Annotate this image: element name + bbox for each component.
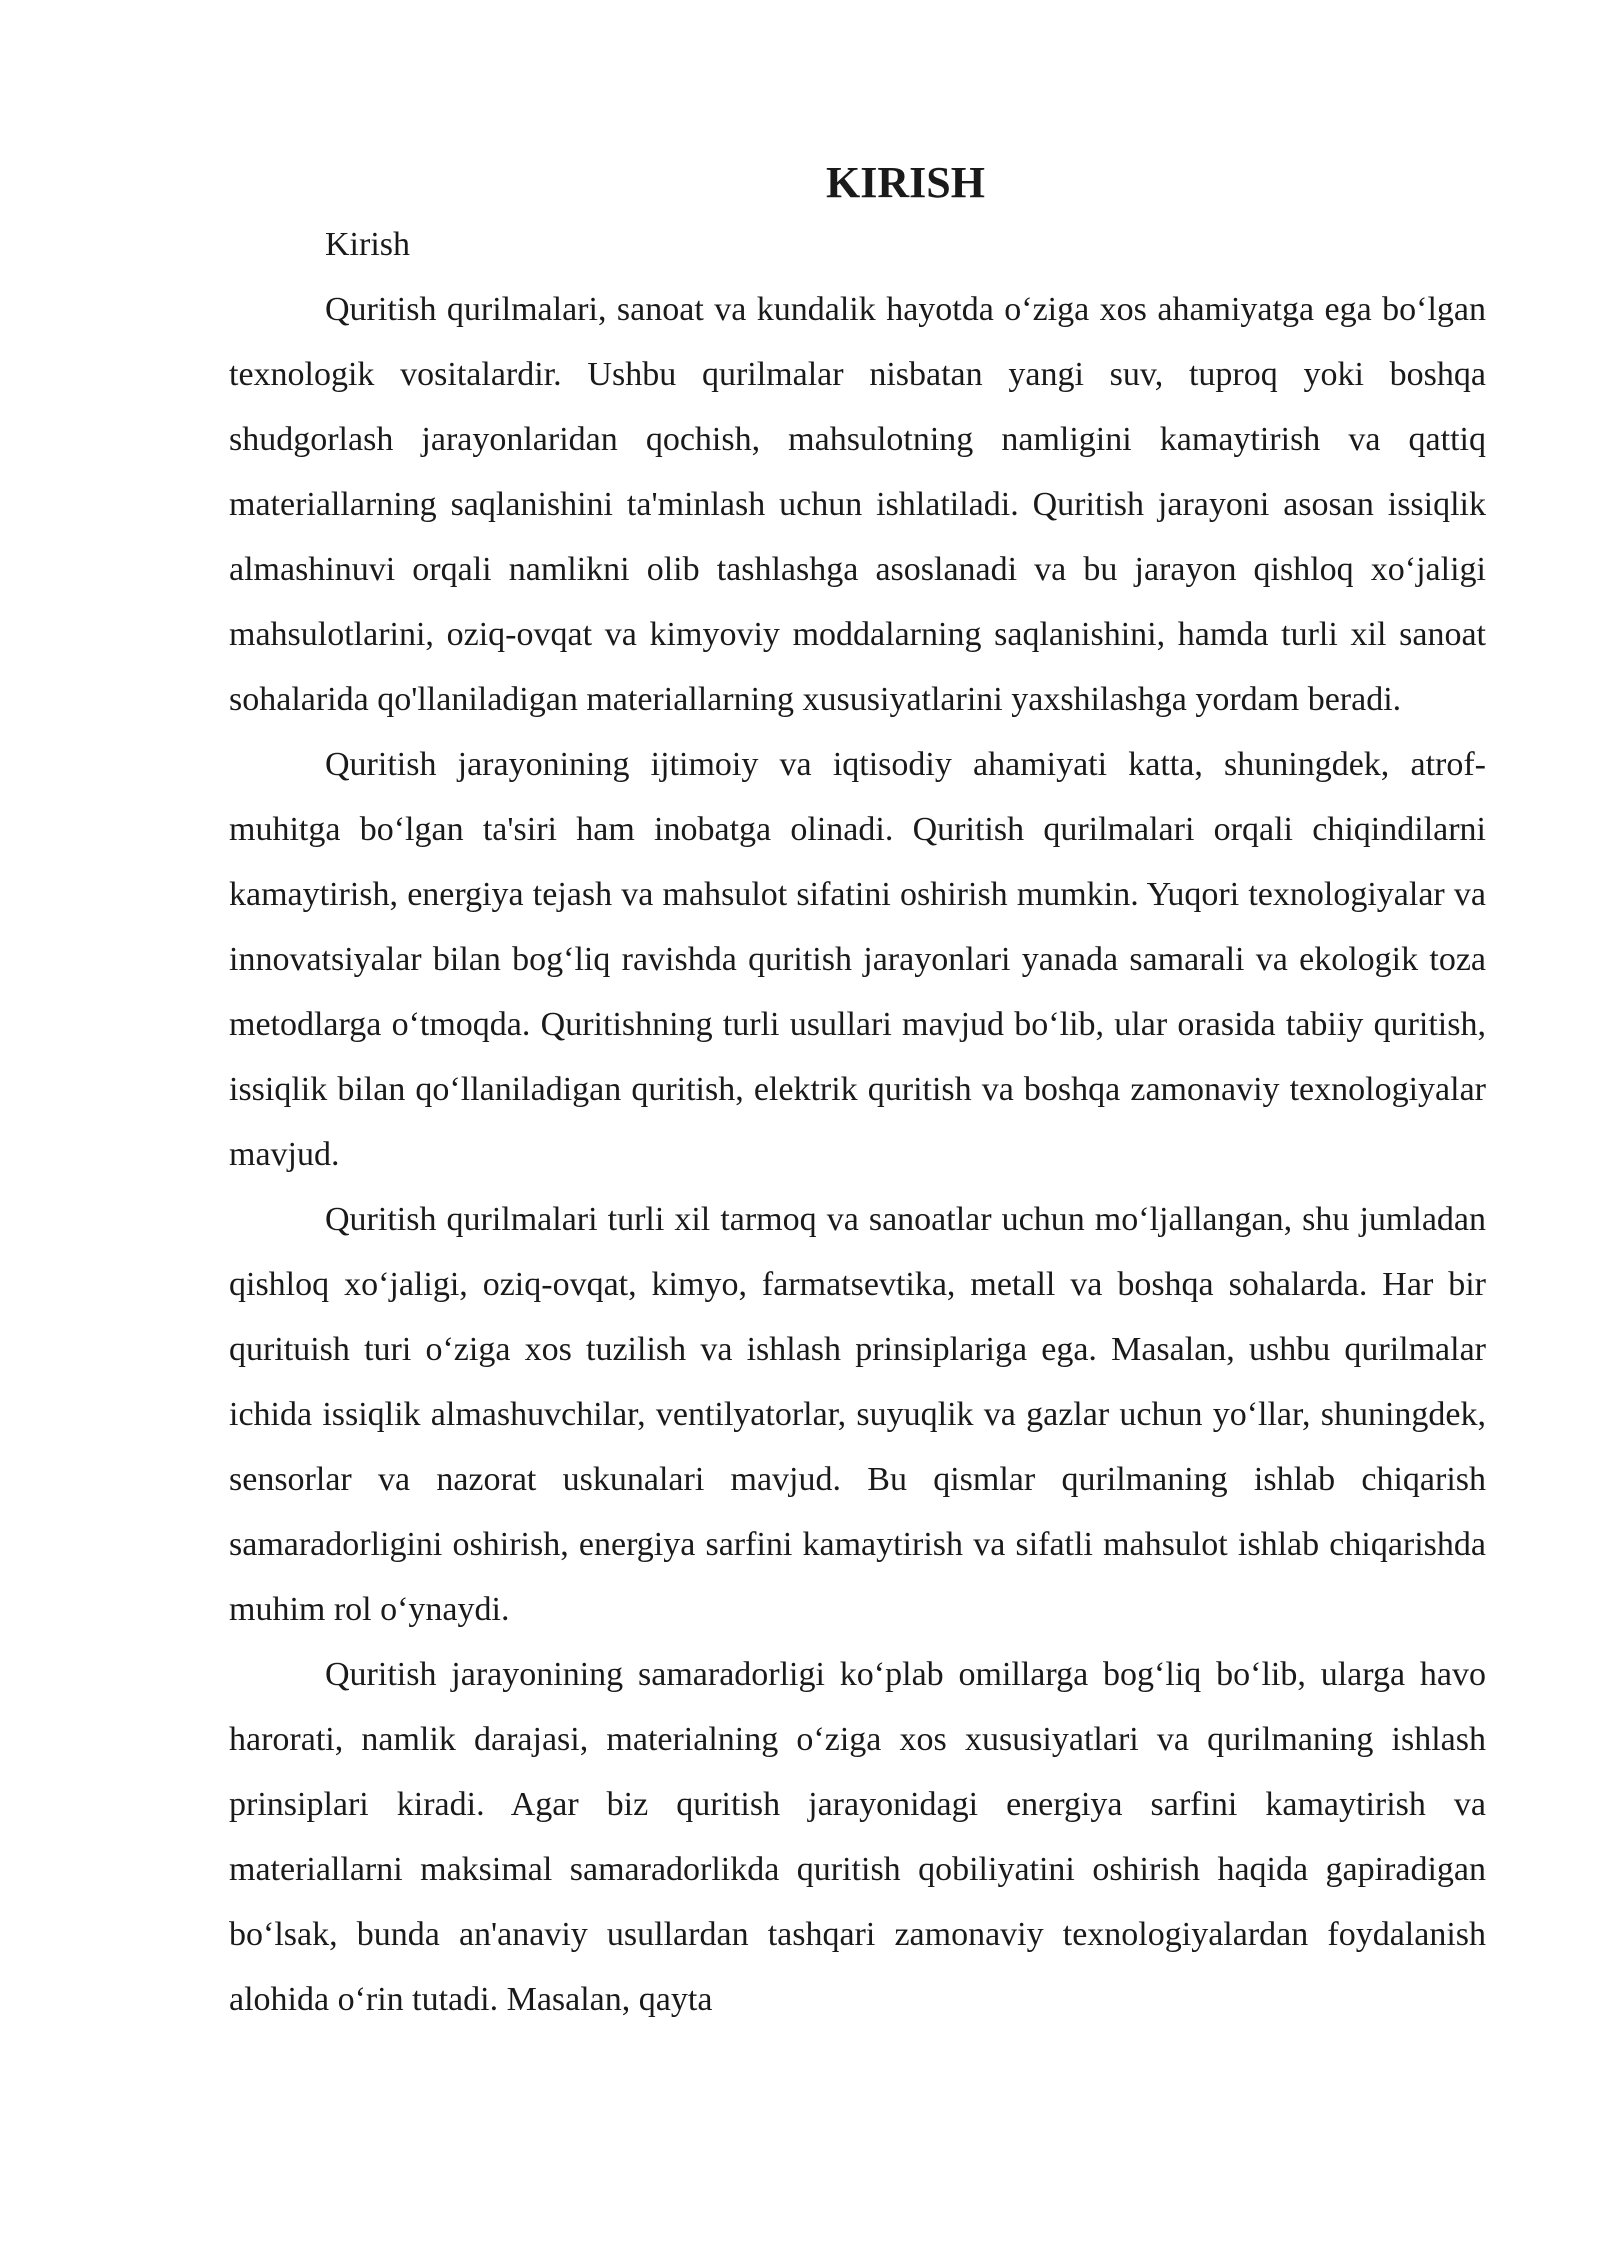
document-body xyxy=(229,150,1486,2032)
section-subtitle: Kirish xyxy=(325,226,410,263)
paragraph-2: Quritish jarayonining ijtimoiy va iqtisodiy ahamiyati katta, shuningdek, atrof-muhitga bo‘lgan ta'siri ham inobatga olinadi. Quritish qurilmalari orqali chiqindilarni kamaytirish, energiya tejash va mahsulot sifatini oshirish mumkin. Yuqori texnologiyalar va innovatsiyalar bilan bog‘liq ravishda quritish jarayonlari yanada samarali va ekologik toza metodlarga o‘tmoqda. Quritishning turli usullari mavjud bo‘lib, ular orasida tabiiy quritish, issiqlik bilan qo‘llaniladigan quritish, elektrik quritish va boshqa zamonaviy texnologiyalar mavjud. xyxy=(229,746,1486,1173)
paragraph-3: Quritish qurilmalari turli xil tarmoq va sanoatlar uchun mo‘ljallangan, shu jumladan qishloq xo‘jaligi, oziq-ovqat, kimyo, farmatsevtika, metall va boshqa sohalarda. Har bir qurituish turi o‘ziga xos tuzilish va ishlash prinsiplariga ega. Masalan, ushbu qurilmalar ichida issiqlik almashuvchilar, ventilyatorlar, suyuqlik va gazlar uchun yo‘llar, shuningdek, sensorlar va nazorat uskunalari mavjud. Bu qismlar qurilmaning ishlab chiqarish samaradorligini oshirish, energiya sarfini kamaytirish va sifatli mahsulot ishlab chiqarishda muhim rol o‘ynaydi. xyxy=(229,1201,1486,1628)
paragraph-1: Quritish qurilmalari, sanoat va kundalik hayotda o‘ziga xos ahamiyatga ega bo‘lgan texnologik vositalardir. Ushbu qurilmalar nisbatan yangi suv, tuproq yoki boshqa shudgorlash jarayonlaridan qochish, mahsulotning namligini kamaytirish va qattiq materiallarning saqlanishini ta'minlash uchun ishlatiladi. Quritish jarayoni asosan issiqlik almashinuvi orqali namlikni olib tashlashga asoslanadi va bu jarayon qishloq xo‘jaligi mahsulotlarini, oziq-ovqat va kimyoviy moddalarning saqlanishini, hamda turli xil sanoat sohalarida qo'llaniladigan materiallarning xususiyatlarini yaxshilashga yordam beradi. xyxy=(229,291,1486,718)
page-title: KIRISH xyxy=(826,158,985,207)
paragraph-4: Quritish jarayonining samaradorligi ko‘plab omillarga bog‘liq bo‘lib, ularga havo harorati, namlik darajasi, materialning o‘ziga xos xususiyatlari va qurilmaning ishlash prinsiplari kiradi. Agar biz quritish jarayonidagi energiya sarfini kamaytirish va materiallarni maksimal samaradorlikda quritish qobiliyatini oshirish haqida gapiradigan bo‘lsak, bunda an'anaviy usullardan tashqari zamonaviy texnologiyalardan foydalanish alohida o‘rin tutadi. Masalan, qayta xyxy=(229,1656,1486,2018)
